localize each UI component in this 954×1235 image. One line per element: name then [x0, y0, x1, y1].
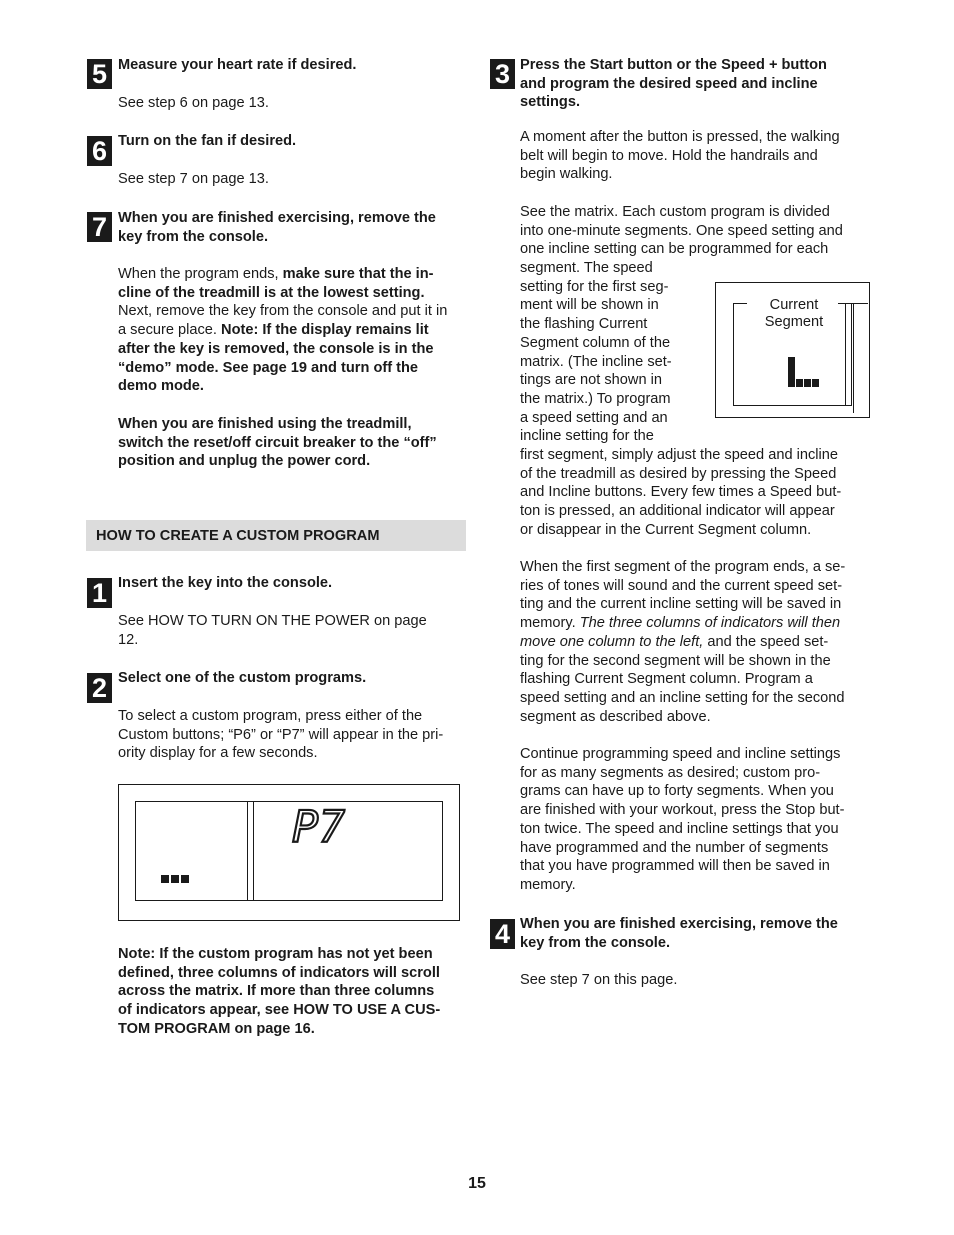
step-3-p3-intro: When the first segment of the program ends, a se- ries of tones will sound and the current speed set- ting and the current incline setting will be saved in memory.	[520, 559, 846, 632]
step-3-paragraph-4: Continue programming speed and incline settings for as many segments as desired; custom pro- grams can have up to forty segments. When you are finished with your workout, press the Stop but- ton twice. The speed and incline settings that you have programmed and the number of segments that you have programmed will then be saved in memory.	[520, 746, 845, 893]
step-6-text: See step 7 on page 13.	[118, 171, 269, 187]
section-header	[86, 520, 466, 551]
matrix-indicator	[796, 379, 803, 387]
step-4-heading: When you are finished exercising, remove the key from the console.	[520, 916, 838, 951]
console-display-illustration	[118, 784, 460, 921]
step-4-text: See step 7 on this page.	[520, 972, 678, 988]
step-7-p1-warning: make sure that the in- cline of the treadmill is at the lowest setting.	[118, 266, 434, 301]
display-frame	[135, 801, 443, 901]
step-6-number: 6	[87, 136, 112, 166]
step-3-p3-rest: and the speed set- ting for the second segment will be shown in the flashing Current Segment column. Program a speed setting and an incline setting for the second segment as described above.	[520, 633, 845, 725]
step-2-heading: Select one of the custom programs.	[118, 670, 367, 686]
matrix-indicator	[804, 379, 811, 387]
matrix-top-line-left	[733, 303, 747, 304]
step-2-number: 2	[87, 673, 112, 703]
page-number: 15	[468, 1175, 486, 1192]
matrix-column-line-2	[853, 303, 854, 413]
matrix-label: Current Segment	[764, 297, 824, 330]
step-7-number: 7	[87, 212, 112, 242]
step-3-paragraph-2-bottom: first segment, simply adjust the speed and incline of the treadmill as desired by pressing the Speed and Incline buttons. Every few times a Speed but- ton is pressed, an additional indicator will appear or disappear in the Current Segment column.	[520, 447, 842, 538]
step-7-heading: When you are finished exercising, remove the key from the console.	[118, 210, 436, 245]
step-3-number: 3	[490, 59, 515, 89]
step-5-number: 5	[87, 59, 112, 89]
custom-program-note: Note: If the custom program has not yet been defined, three columns of indicators will scroll across the matrix. If more than three columns of indicators appear, see HOW TO USE A CUS- TOM PROGRAM on page 16.	[118, 946, 441, 1037]
matrix-indicator	[161, 875, 169, 883]
step-4-number: 4	[490, 919, 515, 949]
current-segment-indicator	[788, 357, 795, 387]
step-3-paragraph-3	[520, 558, 870, 726]
display-readout-text: P7	[292, 802, 345, 850]
section-title: HOW TO CREATE A CUSTOM PROGRAM	[96, 528, 380, 544]
step-3-paragraph-1: A moment after the button is pressed, the walking belt will begin to move. Hold the handrails and begin walking.	[520, 129, 840, 183]
matrix-indicator	[181, 875, 189, 883]
matrix-illustration	[715, 282, 870, 418]
matrix-column-line	[845, 303, 846, 405]
step-3-heading: Press the Start button or the Speed + button and program the desired speed and incline settings.	[520, 57, 827, 111]
matrix-indicator	[171, 875, 179, 883]
step-5-heading: Measure your heart rate if desired.	[118, 57, 357, 73]
display-readout-svg	[286, 802, 376, 850]
step-3-paragraph-2-top: See the matrix. Each custom program is divided into one-minute segments. One speed setting and one incline setting can be programmed for each	[520, 204, 843, 258]
step-1-heading: Insert the key into the console.	[118, 575, 333, 591]
step-7-p1-intro: When the program ends,	[118, 266, 283, 282]
step-6-heading: Turn on the fan if desired.	[118, 133, 297, 149]
step-7-paragraph-2: When you are finished using the treadmill, switch the reset/off circuit breaker to the “off” position and unplug the power cord.	[118, 416, 437, 470]
step-1-text: See HOW TO TURN ON THE POWER on page 12.	[118, 613, 427, 648]
step-3-paragraph-2-wrap: segment. The speed setting for the first seg- ment will be shown in the flashing Current Segment column of the matrix. (The incline set- tings are not shown in the matrix.) To program a speed setting and an incline setting for the	[520, 260, 672, 445]
step-7-p1-remove: Next, remove the key from the console and put it in a secure place.	[118, 303, 448, 339]
step-1-number: 1	[87, 578, 112, 608]
step-7-p1-note: Note: If the display remains lit after the key is removed, the console is in the “demo” mode. See page 19 and turn off the demo mode.	[118, 322, 434, 395]
display-divider	[247, 802, 248, 900]
step-5-text: See step 6 on page 13.	[118, 95, 269, 111]
display-divider-2	[253, 802, 254, 900]
matrix-indicator	[812, 379, 819, 387]
step-3-p3-italic: The three columns of indicators will then move one column to the left,	[520, 615, 841, 650]
step-2-text: To select a custom program, press either of the Custom buttons; “P6” or “P7” will appear in the pri- ority display for a few seconds.	[118, 708, 444, 762]
step-7-paragraph-1	[118, 265, 468, 396]
